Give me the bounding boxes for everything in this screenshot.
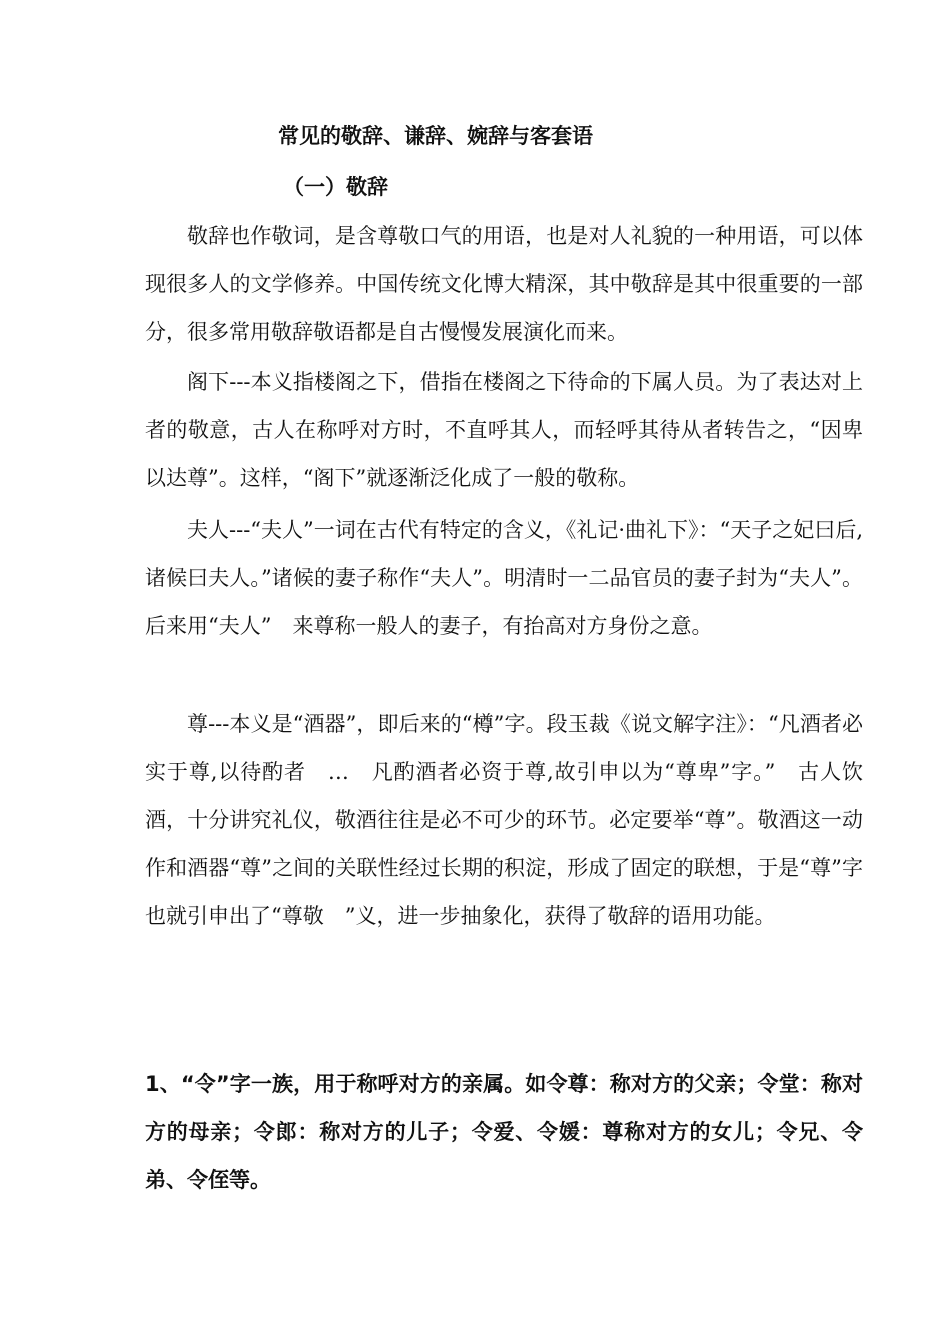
paragraph-zun xyxy=(145,700,863,940)
paragraph-text: 敬辞也作敬词，是含尊敬口气的用语，也是对人礼貌的一种用语，可以体现很多人的文学修养。中国传统文化博大精深，其中敬辞是其中很重要的一部分，很多常用敬辞敬语都是自古慢慢发展演化而来。 xyxy=(145,224,863,344)
paragraph-intro xyxy=(145,212,863,356)
paragraph-text: 阁下---本义指楼阁之下，借指在楼阁之下待命的下属人员。为了表达对上者的敬意，古人在称呼对方时，不直呼其人，而轻呼其待从者转告之，“因卑以达尊”。这样，“阁下”就逐渐泛化成了一般的敬称。 xyxy=(145,370,863,490)
document-title: 常见的敬辞、谦辞、婉辞与客套语 xyxy=(278,124,593,148)
paragraph-furen xyxy=(145,506,863,650)
paragraph-text: 夫人---“夫人”一词在古代有特定的含义，《礼记·曲礼下》：“天子之妃曰后,诸候曰夫人。”诸候的妻子称作“夫人”。明清时一二品官员的妻子封为“夫人”。后来用“夫人” 来尊称一般人的妻子，有抬高对方身份之意。 xyxy=(145,518,863,638)
numbered-item-text: 1、“令”字一族，用于称呼对方的亲属。如令尊：称对方的父亲；令堂：称对方的母亲；令郎：称对方的儿子；令爱、令媛：尊称对方的女儿；令兄、令弟、令侄等。 xyxy=(145,1072,863,1192)
paragraph-text: 尊---本义是“酒器”，即后来的“樽”字。段玉裁《说文解字注》：“凡酒者必实于尊,以待酌者 … 凡酌酒者必资于尊,故引申以为“尊卑”字。” 古人饮酒，十分讲究礼仪，敬酒往往是必不可少的环节。必定要举“尊”。敬酒这一动作和酒器“尊”之间的关联性经过长期的积淀，形成了固定的联想，于是“尊”字也就引申出了“尊敬 ”义，进一步抽象化，获得了敬辞的语用功能。 xyxy=(145,712,863,928)
numbered-item-ling xyxy=(145,1060,863,1204)
section-heading: （一）敬辞 xyxy=(283,175,388,199)
paragraph-gexia xyxy=(145,358,863,502)
